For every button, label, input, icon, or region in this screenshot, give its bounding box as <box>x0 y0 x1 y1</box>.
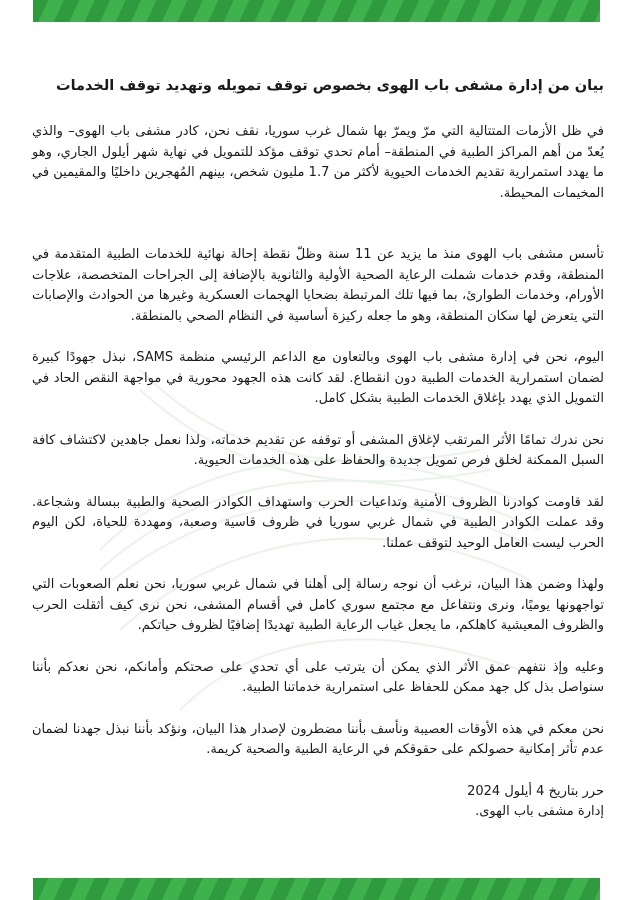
paragraph-closing: نحن معكم في هذه الأوقات العصيبة ونأسف بأننا مضطرون لإصدار هذا البيان، ونؤكد بأننا نبذل جهدنا لضمان عدم تأثر إمكانية حصولكم على حقوقكم في الرعاية الطبية والصحية كريمة. <box>32 721 604 757</box>
paragraph-promise: وعليه وإذ نتفهم عمق الأثر الذي يمكن أن يترتب على أي تحدي على صحتكم وأمانكم، نحن نعدكم بأننا سنواصل بذل كل جهد ممكن للحفاظ على استمرارية خدماتنا الطبية. <box>32 659 604 695</box>
paragraph-intro: في ظل الأزمات المتتالية التي مرّ ويمرّ بها شمال غرب سوريا، نقف نحن، كادر مشفى باب الهوى– والذي يُعدّ من أهم المراكز الطبية في المنطقة– أمام تحدي توقف مؤكد للتمويل في نهاية شهر أيلول الجاري، وهو ما يهدد استمرارية تقديم الخدمات الحيوية لأكثر من 1.7 مليون شخص، بينهم المُهجرين داخليًا والمقيمين في المخيمات المحيطة. <box>32 124 604 201</box>
signature: إدارة مشفى باب الهوى. <box>475 804 604 819</box>
paragraph-message: ولهذا وضمن هذا البيان، نرغب أن نوجه رسالة إلى أهلنا في شمال غربي سوريا، نحن نعلم الصعوبات التي تواجهونها يوميًا، ونرى ونتفاعل مع مجتمع سوري كامل في أقسام المشفى، نحن نرى كيف أثقلت الحرب والظروف المعيشية كاهلكم، ما يجعل غياب الرعاية الطبية تهديدًا إضافيًا لظروف حياتكم. <box>32 577 604 633</box>
bottom-green-banner <box>33 878 600 900</box>
issue-date: حرر بتاريخ 4 أيلول 2024 <box>467 783 604 799</box>
statement-body <box>32 76 604 823</box>
paragraph-sams: اليوم، نحن في إدارة مشفى باب الهوى وبالتعاون مع الداعم الرئيسي منظمة SAMS، نبذل جهودًا كبيرة لضمان استمرارية الخدمات الطبية دون انقطاع. لقد كانت هذه الجهود محورية في مواجهة النقص الحاد في التمويل الذي يهدد بإغلاق الخدمات الطبية بشكل كامل. <box>32 350 604 406</box>
paragraph-staff: لقد قاومت كوادرنا الظروف الأمنية وتداعيات الحرب واستهداف الكوادر الصحية والطبية ببسالة وشجاعة. وقد عملت الكوادر الطبية في شمال غربي سوريا في ظروف قاسية وصعبة، ومهددة للحياة، لكن اليوم الحرب ليست العامل الوحيد لتوقف عملنا. <box>32 494 604 551</box>
top-green-banner <box>33 0 600 22</box>
statement-title: بيان من إدارة مشفى باب الهوى بخصوص توقف تمويله وتهديد توقف الخدمات <box>56 78 604 94</box>
paragraph-impact: نحن ندرك تمامًا الأثر المرتقب لإغلاق المشفى أو توقفه عن تقديم خدماته، ولذا نعمل جاهدين لاكتشاف كافة السبل الممكنة لخلق فرص تمويل جديدة والحفاظ على هذه الخدمات الحيوية. <box>32 432 604 468</box>
paragraph-history: تأسس مشفى باب الهوى منذ ما يزيد عن 11 سنة وظلّ نقطة إحالة نهائية للخدمات الطبية المتقدمة في المنطقة، وقدم خدمات شملت الرعاية الصحية الأولية والثانوية بالإضافة إلى الجراحات المتخصصة، علاجات الأورام، وخدمات الطوارئ، بما فيها تلك المرتبطة بضحايا الهجمات العسكرية وغيرها من الحوادث والإصابات التي يتعرض لها سكان المنطقة، وهو ما جعله ركيزة أساسية في النظام الصحي بالمنطقة. <box>32 247 605 324</box>
